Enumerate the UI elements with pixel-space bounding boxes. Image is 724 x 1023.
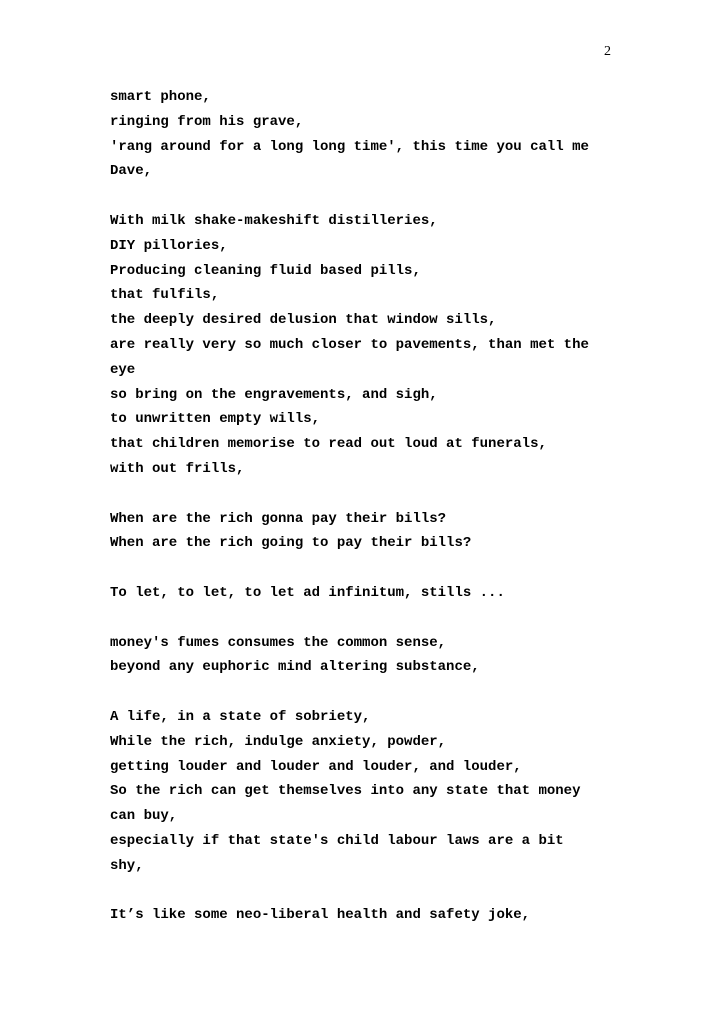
- page-number: 2: [604, 44, 611, 59]
- poem-line: can buy,: [110, 808, 178, 825]
- poem-line: are really very so much closer to pavements, than met the: [110, 336, 589, 353]
- blank-line: [110, 482, 670, 507]
- poem-line: that children memorise to read out loud at funerals,: [110, 436, 547, 453]
- poem-line: the deeply desired delusion that window sills,: [110, 312, 497, 329]
- poem-line: DIY pillories,: [110, 237, 228, 254]
- blank-line: [110, 606, 670, 631]
- poem-line: To let, to let, to let ad infinitum, stills ...: [110, 584, 505, 601]
- poem-line: so bring on the engravements, and sigh,: [110, 386, 438, 403]
- poem-line: So the rich can get themselves into any state that money: [110, 783, 581, 800]
- poem-line: eye: [110, 361, 136, 378]
- poem-line: It’s like some neo-liberal health and safety joke,: [110, 907, 531, 924]
- poem-line: When are the rich gonna pay their bills?: [110, 510, 447, 527]
- poem-line: that fulfils,: [110, 287, 220, 304]
- poem-line: When are the rich going to pay their bills?: [110, 535, 472, 552]
- poem-line: Dave,: [110, 163, 153, 180]
- poem-line: with out frills,: [110, 460, 245, 477]
- poem-line: to unwritten empty wills,: [110, 411, 321, 428]
- poem-line: 'rang around for a long long time', this time you call me: [110, 138, 589, 155]
- poem-line: shy,: [110, 857, 144, 874]
- blank-line: [110, 556, 670, 581]
- poem-line: getting louder and louder and louder, and louder,: [110, 758, 522, 775]
- poem-line: Producing cleaning fluid based pills,: [110, 262, 421, 279]
- poem-line: ringing from his grave,: [110, 113, 304, 130]
- blank-line: [110, 680, 670, 705]
- blank-line: [110, 879, 670, 904]
- poem-line: A life, in a state of sobriety,: [110, 708, 371, 725]
- poem-line: With milk shake-makeshift distilleries,: [110, 212, 438, 229]
- poem-line: beyond any euphoric mind altering substance,: [110, 659, 480, 676]
- poem-text: [110, 85, 670, 928]
- poem-line: money's fumes consumes the common sense,: [110, 634, 447, 651]
- poem-line: especially if that state's child labour laws are a bit: [110, 832, 564, 849]
- poem-line: smart phone,: [110, 89, 211, 105]
- poem-line: While the rich, indulge anxiety, powder,: [110, 733, 447, 750]
- blank-line: [110, 184, 670, 209]
